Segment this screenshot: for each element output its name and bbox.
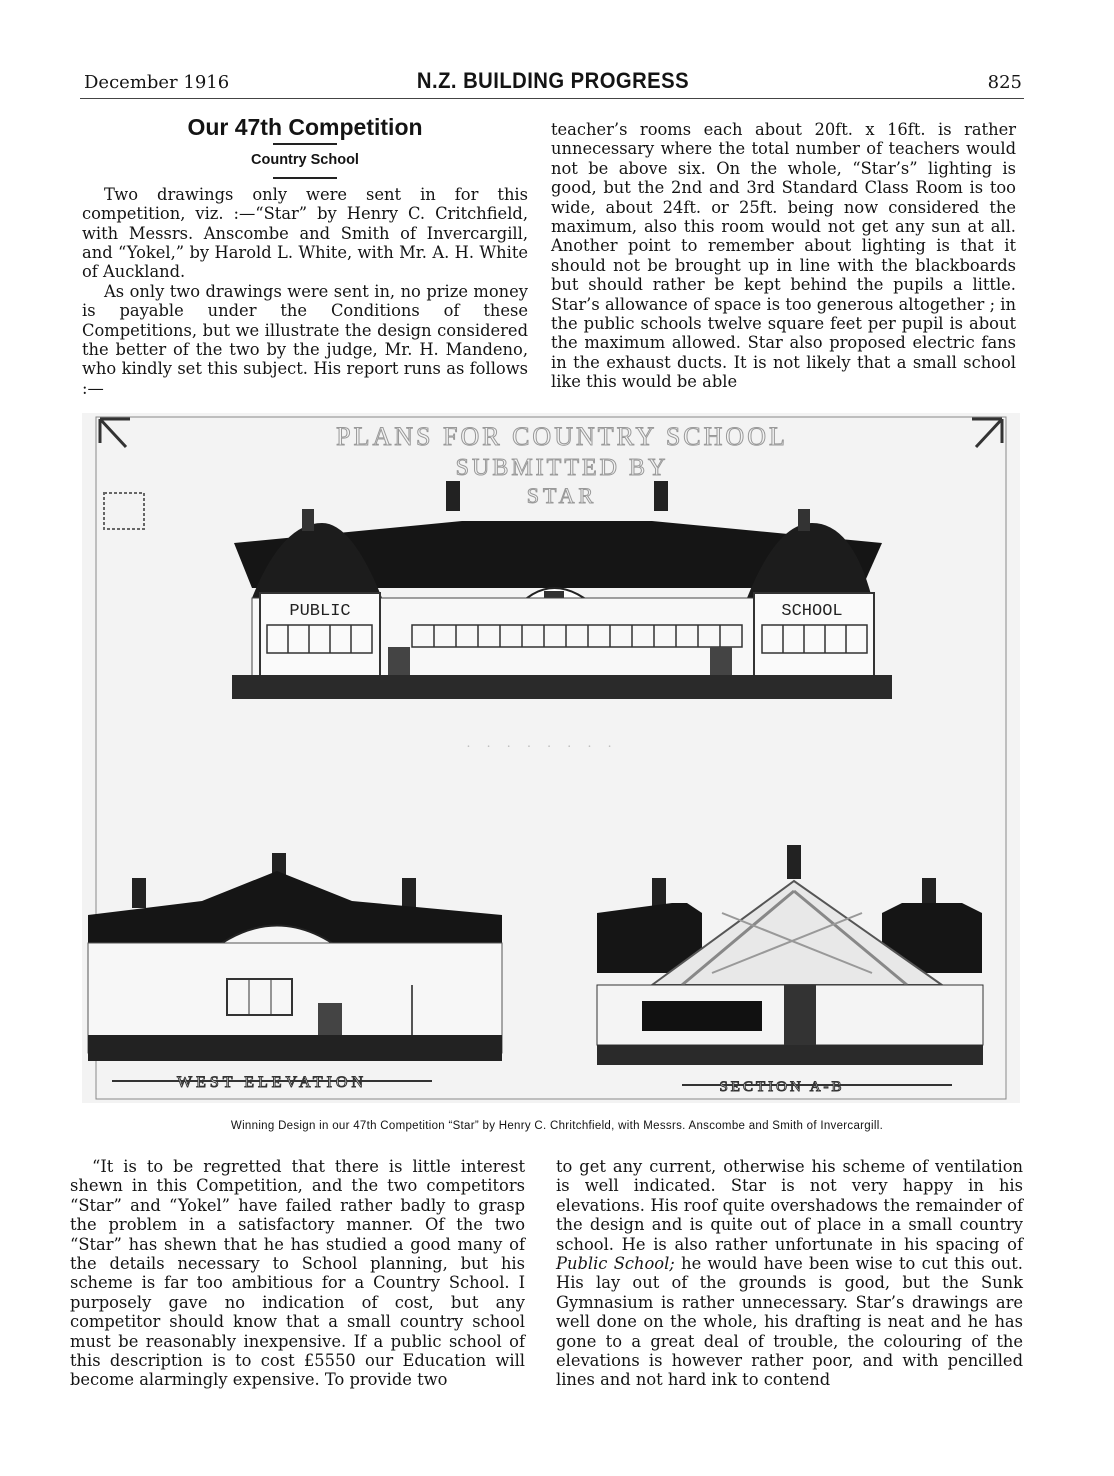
- section-door: [784, 985, 816, 1045]
- plinth: [232, 675, 892, 699]
- west-elevation: [88, 853, 502, 1061]
- report-text: he would have been wise to cut this out. His lay out of the grounds is good, but the Sunk Gymnasium is rather unnecessary. Star’s drawings are well done on the whole, his drafting is neat and he has gone to a great deal of trouble, the colouring of the elevations is however rather poor, and with pencilled lines and not hard ink to contend: [556, 1254, 1023, 1390]
- top-right-column: [551, 120, 1016, 392]
- title-rule: [273, 143, 337, 145]
- plate-caption: Winning Design in our 47th Competition “Star” by Henry C. Chritchfield, with Messrs. Anscombe and Smith of Invercargill.: [230, 1120, 884, 1132]
- plate-heading-3: STAR: [526, 483, 598, 508]
- running-header: [84, 68, 1022, 98]
- ventilator: [446, 481, 460, 511]
- journal-title: N.Z. BUILDING PROGRESS: [416, 68, 690, 93]
- west-door: [318, 1003, 342, 1037]
- bottom-left-column: [70, 1157, 525, 1390]
- finial: [798, 509, 810, 531]
- plate-heading-2: SUBMITTED BY: [455, 455, 669, 481]
- top-left-column: [82, 114, 528, 398]
- page-number: 825: [987, 72, 1022, 93]
- section-plinth: [597, 1045, 983, 1065]
- corner-ornament: [972, 419, 1002, 447]
- report-italic-text: Public School;: [556, 1254, 675, 1274]
- faint-label: · · · · · · · ·: [466, 740, 618, 755]
- label-section-a-b: SECTION A-B: [719, 1079, 845, 1095]
- ventilator: [652, 878, 666, 908]
- issue-date: December 1916: [84, 72, 230, 93]
- finial: [302, 509, 314, 531]
- plate-heading-1: PLANS FOR COUNTRY SCHOOL: [336, 422, 788, 451]
- intro-paragraph: As only two drawings were sent in, no prize money is payable under the Conditions of these Competitions, but we illustrate the design considered the better of the two by the judge, Mr. H. Mandeno, who kindly set this subject. His report runs as follows :—: [82, 281, 528, 398]
- section-a-b: [597, 845, 983, 1065]
- school-elevations-drawing: [82, 413, 1020, 1103]
- header-rule: [80, 98, 1024, 99]
- sign-public: PUBLIC: [289, 602, 351, 621]
- article-subtitle: Country School: [251, 152, 359, 169]
- subtitle-rule: [273, 177, 337, 179]
- west-plinth: [88, 1035, 502, 1061]
- intro-paragraph: Two drawings only were sent in for this competition, viz. :—“Star” by Henry C. Critchfield, with Messrs. Anscombe and Smith of Invercargill, and “Yokel,” by Harold L. White, with Mr. A. H. White of Auckland.: [82, 184, 528, 282]
- label-west-elevation: WEST ELEVATION: [176, 1074, 368, 1091]
- report-paragraph-continued: [556, 1157, 1023, 1390]
- bottom-right-column: [556, 1157, 1023, 1390]
- ventilator: [132, 878, 146, 908]
- section-interior: [642, 1001, 762, 1031]
- front-elevation: [232, 481, 892, 699]
- ventilator: [787, 845, 801, 879]
- report-text: to get any current, otherwise his scheme of ventilation is well indicated. Star is not very happy in his elevations. His roof quite overshadows the remainder of the design and is quite out of place in a small country school. He is also rather unfortunate in his spacing of: [556, 1157, 1023, 1254]
- ventilator: [402, 878, 416, 908]
- ventilator: [654, 481, 668, 511]
- vignette: [104, 493, 144, 529]
- illustration-plate: [82, 413, 1020, 1103]
- corner-ornament: [100, 419, 130, 447]
- report-continuation: teacher’s rooms each about 20ft. x 16ft. is rather unnecessary where the total number of teachers would not be above six. On the whole, “Star’s” lighting is good, but the 2nd and 3rd Standard Class Room is too wide, about 24ft. or 25ft. being now considered the maximum, also this room would not get any sun at all. Another point to remember about lighting is that it should not be brought up in line with the blackboards but should rather be kept behind the pupils a little. Star’s allowance of space is too generous altogether ; in the public schools twelve square feet per pupil is about the maximum allowed. Star also proposed electric fans in the exhaust ducts. It is not likely that a small school like this would be able: [551, 120, 1016, 392]
- report-paragraph: “It is to be regretted that there is little interest shewn in this Competition, and the two competitors “Star” and “Yokel” have failed rather badly to grasp the problem in a satisfactory manner. Of the two “Star” has shewn that he has studied a good many of the details necessary to School planning, but his scheme is far too ambitious for a Country School. I purposely gave no indication of cost, but any competitor should know that a small country school must be reasonably inexpensive. If a public school of this description is to cost £5550 our Education will become alarmingly expensive. To provide two: [70, 1157, 525, 1390]
- sign-school: SCHOOL: [781, 602, 843, 621]
- article-title: Our 47th Competition: [187, 114, 423, 140]
